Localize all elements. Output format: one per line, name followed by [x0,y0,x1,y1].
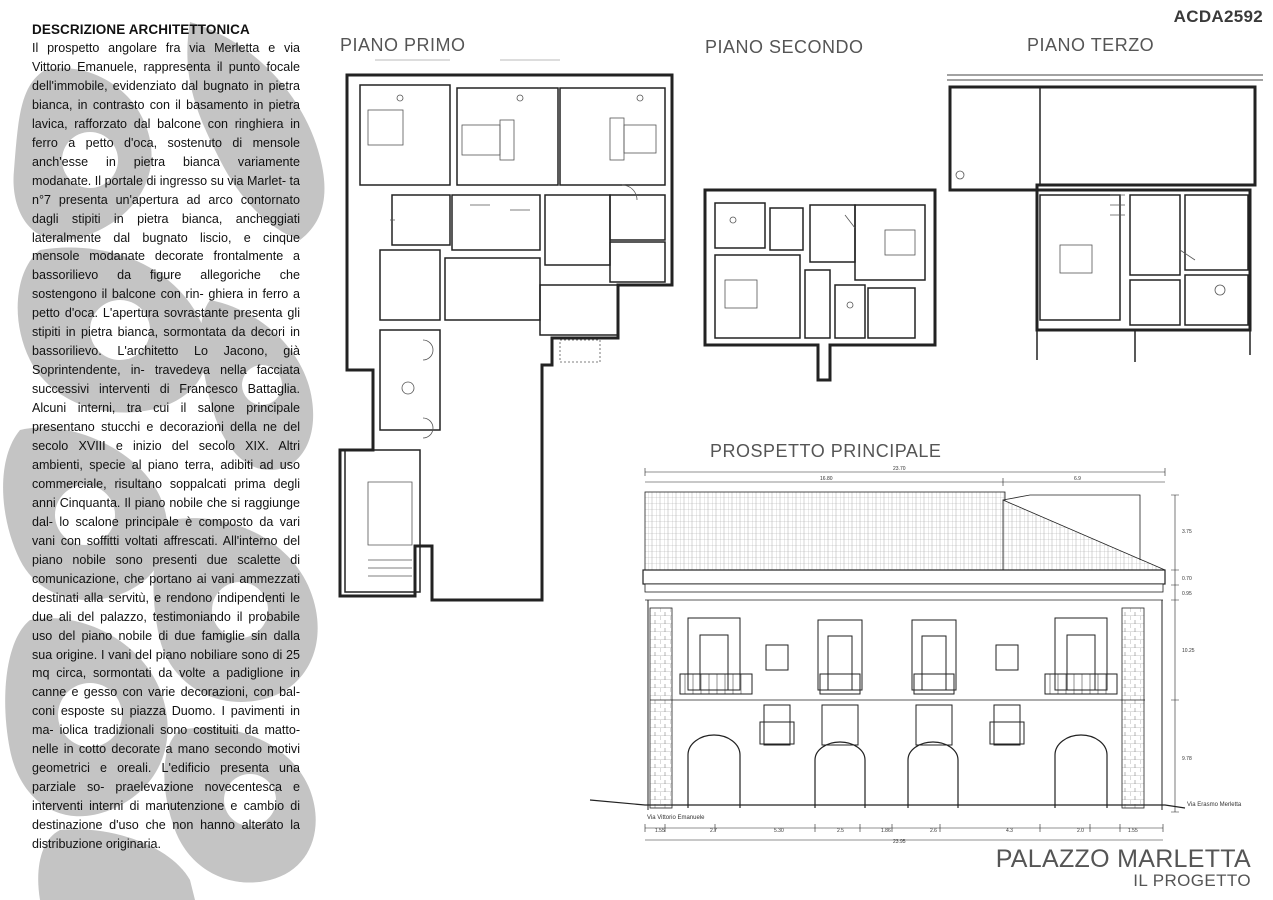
description-body: Il prospetto angolare fra via Merletta e via Vittorio Emanuele, rappresenta il punto focale dell'immobile, evidenziato dal bugnato in pietra bianca, in contrasto con il basamento in pietra lavica, rafforzato dal balcone con ringhiera in ferro a petto d'oca, sostenuto di mensole anch'esse in pietra bianca variamente modanate. Il portale di ingresso su via Marlet- ta n°7 presenta un'apertura ad arco contornato dagli stipiti in pietra bianca, ancheggiati lateralmente dal bugnato liscio, e cinque mensole modanate decorate frontalmente a bassorilievo da figure allegoriche che sostengono il balcone con rin- ghiera in ferro a petto d'oca. L'apertura sovrastante presenta gli stipiti in pietra bianca, sormontata da decori in bassorilievo. L'architetto Lo Jacono, già Soprintendente, in- travedeva nella facciata successivi interventi di Francesco Battaglia. Alcuni interni, tra cui il salone principale presentano stucchi e decorazioni della ne del secolo XVIII e inizio del secolo XIX. Altri ambienti, specie al piano terra, adibiti ad uso commerciale, risultano soppalcati prima degli anni Cinquanta. Il piano nobile che si raggiunge dal- lo scalone principale è composto da vari vani con soffitti voltati affrescati. All'interno del piano nobile sono presenti due scalette di comunicazione, che portano ai vani ammezzati destinati alla servitù, e rendono indipendenti le due ali del palazzo, testimoniando il probabile uso del piano nobile di due famiglie sin dalla sua origine. I vani del piano nobiliare sono di 25 mq circa, sormontati da volte a padiglione in canne e gesso con varie decorazioni, con bal- coni esposte su piazza Duomo. I pavimenti in ma- iolica tradizionali sono costituiti da matto- nelle in cotto decorate a mano secondo motivi geometrici e oreali. L'edificio presenta una parziale so- praelevazione novecentesca e interventi interni di manutenzione e cambio di destinazione d'uso che non hanno alterato la distribuzione originaria. [32,41,300,852]
elevation-prospetto [590,468,1185,840]
street-label-right: Via Erasmo Merletta [1187,802,1242,808]
dim-right-3: 10.25 [1182,648,1195,654]
heading-piano-terzo: PIANO TERZO [1027,35,1155,55]
description-title: DESCRIZIONE ARCHITETTONICA [32,22,250,37]
street-label-left: Via Vittorio Emanuele [647,815,705,821]
plan-piano-primo [340,60,672,600]
heading-piano-primo: PIANO PRIMO [340,35,466,55]
project-code: ACDA2592 [1173,7,1263,26]
project-title: PALAZZO MARLETTA [995,845,1251,873]
project-subtitle: IL PROGETTO [1133,871,1251,890]
dim-right-2: 0.95 [1182,591,1192,597]
dim-top-total: 23.70 [893,466,906,472]
dim-right-4: 9.78 [1182,756,1192,762]
dim-bottom-2: 5.30 [774,828,784,834]
dim-bottom-5: 2.6 [930,828,937,834]
dim-bottom-1: 2.7 [710,828,717,834]
dim-right-0: 3.75 [1182,529,1192,535]
plan-piano-terzo [947,75,1263,362]
dim-bottom-total: 23.95 [893,839,906,845]
heading-prospetto-principale: PROSPETTO PRINCIPALE [710,441,942,461]
dim-bottom-3: 2.5 [837,828,844,834]
dim-bottom-8: 1.55 [1128,828,1138,834]
dim-bottom-6: 4.3 [1006,828,1013,834]
heading-piano-secondo: PIANO SECONDO [705,37,864,57]
dim-bottom-0: 1.55 [655,828,665,834]
dim-bottom-7: 2.0 [1077,828,1084,834]
plan-piano-secondo [705,190,935,380]
dim-top-right: 6.9 [1074,476,1081,482]
dim-top-left: 16.80 [820,476,833,482]
dim-bottom-4: 1.86 [881,828,891,834]
dim-right-1: 0.70 [1182,576,1192,582]
